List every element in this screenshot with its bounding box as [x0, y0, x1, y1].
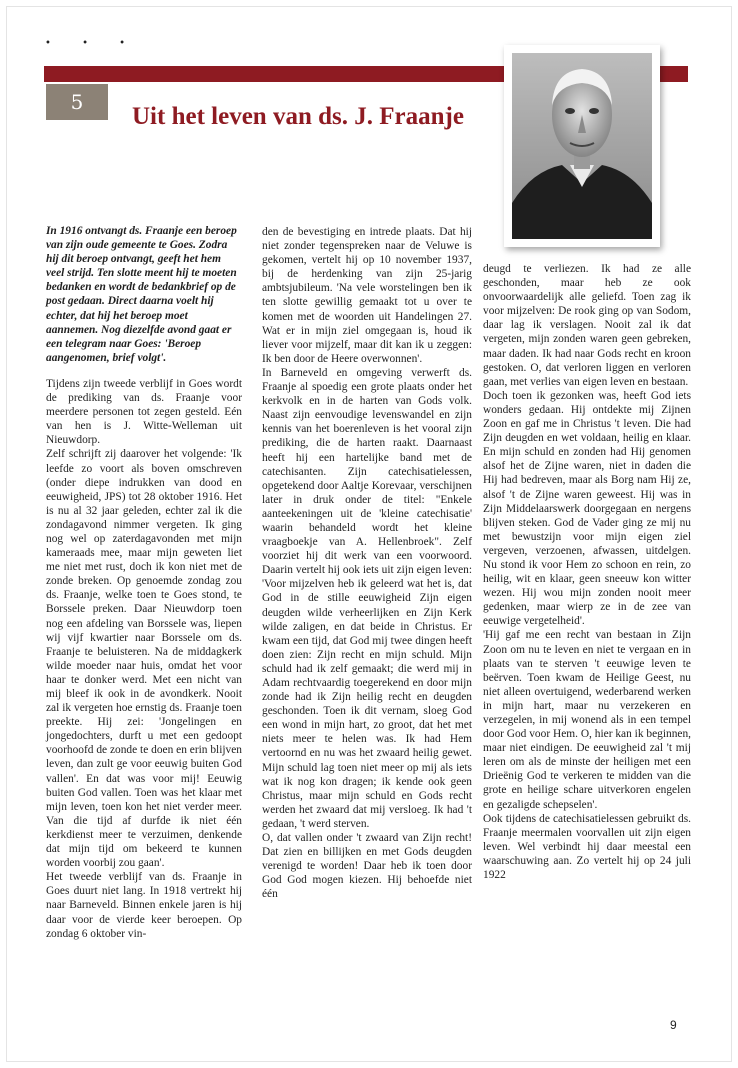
paragraph: Ook tijdens de catechisatielessen gebruikt ds. Fraanje meermalen voorvallen uit zijn eigen leven. Wel verbindt hij daar meestal een waarschuwing aan. Zo vertelt hij op 24 juli 1922	[483, 812, 691, 882]
paragraph: 'Hij gaf me een recht van bestaan in Zijn Zoon om nu te leven en niet te vergaan en in plaats van te sterven 't eeuwige leven te beërven. Toen kwam de Heilige Geest, nu niet alleen overtuigend, wederbarend werken in mijn hart, maar nu verzekeren en verzegelen, in mij wonend als in een tempel door God voor Hem. O, hier kan ik beginnen, maar niet eindigen. De eeuwigheid zal 't mij leren om als de minste der heiligen met een Drieënig God te verkeren te midden van die grote en heilige schare uitverkoren engelen en gezaligde schepselen'.	[483, 629, 691, 811]
paragraph: den de bevestiging en intrede plaats. Dat hij niet zonder tegenspreken naar de Veluwe is gekomen, vertelt hij op 10 november 1937, bij de herdenking van zijn 25-jarig ambtsjubileum. 'Na vele worstelingen ben ik ten slotte gewillig gemaakt tot u over te komen met de woorden uit Handelingen 27. Wat er in mijn ziel omgegaan is, houd ik liever voor mijzelf, maar dit kan ik u zeggen: Ik ben door de Heere overwonnen'.	[262, 226, 472, 365]
paragraph: Doch toen ik gezonken was, heeft God iets wonders gedaan. Hij ontdekte mij Zijnen Zoon en gaf me in Christus 't leven. Die had Zijn deugden en wet voldaan, heilig en klaar. En mijn schuld en zonden had Hij genomen alsof het de Zijne waren, niet in daden die Hij had bedreven, maar als Borg nam Hij ze, alsof 't de Zijne waren geweest. Hij was in Zijn Middelaarswerk doorgegaan en nergens blijven steken. God de Vader ging ze mij nu met bewustzijn voor mijn eigen ziel vergeven, verzoenen, afwassen, uitdelgen. Nu stond ik voor Hem zo schoon en rein, zo heilig, wit en klaar, geen sneeuw kon witter wezen. Hij wou mijn zonden nooit meer gedenken, maar wierp ze in de zee van eeuwige vergetelheid'.	[483, 389, 691, 628]
chapter-number: 5	[46, 84, 108, 120]
intro-text: In 1916 ontvangt ds. Fraanje een beroep van zijn oude gemeente te Goes. Zodra hij dit beroep ontvangt, geeft het hem veel strijd. Ten slotte meent hij te moeten bedanken en wordt de bedankbrief op de post gedaan. Direct daarna voelt hij echter, dat hij het beroep moet aannemen. Nog diezelfde avond gaat er een telegram naar Goes: 'Beroep aangenomen, brief volgt'.	[46, 225, 237, 364]
paragraph: Tijdens zijn tweede verblijf in Goes wordt de prediking van ds. Fraanje voor meerdere personen tot zegen gesteld. Eén van hen is J. Witte-Welleman uit Nieuwdorp.	[46, 377, 242, 447]
paragraph: Het tweede verblijf van ds. Fraanje in Goes duurt niet lang. In 1918 vertrekt hij naar Barneveld. Binnen enkele jaren is hij daar voor de vierde keer beroepen. Op zondag 6 oktober vin-	[46, 871, 242, 940]
column-1	[46, 224, 242, 941]
page-title: Uit het leven van ds. J. Fraanje	[132, 103, 464, 130]
paragraph: Zelf schrijft zij daarover het volgende: 'Ik leefde zo voort als boven omschreven (onder diepe indrukken van dood en eeuwigheid, JPS) tot 28 oktober 1916. Het is nu al 32 jaar geleden, echter zal ik die zondagavond nimmer vergeten. Ik ging nog wel op zaterdagavonden met mijn kameraads mee, maar mijn geweten liet me niet met rust, doch ik kon niet met de zonde breken. Op genoemde zondag zou ds. Fraanje, welke toen te Goes stond, te Borssele preken. Daar Nieuwdorp toen nog een afdeling van Borssele was, liepen wij vijf kwartier naar Borssele om ds. Fraanje te beluisteren. Na de middagkerk wilde moeder naar huis, omdat het voor haar te donker werd. Met een nicht van mij bleef ik ook in de avondkerk. Nooit zal ik vergeten hoe ernstig ds. Fraanje toen preekte. Hij zei: 'Jongelingen en jongedochters, durft u met een gedoopt voorhoofd de zonde te doen en erin blijven leven, dan zult ge voor eeuwig buiten God vallen'. En dat was voor mij! Eeuwig buiten God vallen. Toen was het klaar met mijn leven, toen kon het niet verder meer. Van die tijd af durfde ik niet één kerkdienst meer te verzuimen, denkende dat mijn tijd om bekeerd te kunnen worden voorbij zou gaan'.	[46, 448, 242, 870]
column-3	[483, 262, 691, 882]
paragraph: O, dat vallen onder 't zwaard van Zijn recht! Dat zien en billijken en met Gods deugden verenigd te worden! Daar heb ik toen door God God mogen kiezen. Hij behoefde niet één	[262, 832, 472, 901]
decorative-dots: • • •	[45, 38, 140, 49]
page-number: 9	[670, 1018, 677, 1032]
paragraph: deugd te verliezen. Ik had ze alle geschonden, maar heb ze ook onvoorwaardelijk alle geliefd. Toen zag ik voor mijzelven: De rook ging op van Sodom, daar lag ik verslagen. Nooit zal ik dat vergeten, mijn zonden waren geen gebreken, maar daden. Ik had naar Gods recht en kroon gestoken. O, dat verloren liggen en verloren gaan, met verlies van eigen leven en bestaan.	[483, 263, 691, 388]
paragraph: In Barneveld en omgeving verwerft ds. Fraanje al spoedig een grote plaats onder het kerkvolk en in de harten van Gods volk. Naast zijn eenvoudige levenswandel en zijn kennis van het boerenleven is het vooral zijn prediking, die de harten raakt. Daarnaast heeft hij een hartelijke band met de catechisanten. Zijn catechisatielessen, opgetekend door Aaltje Korevaar, verschijnen later in druk onder de titel: "Enkele aanteekeningen uit de 'kleine catechisatie' waarin behandeld wordt het kleine vraagboekje van A. Hellenbroek". Zelf voorziet hij dit werk van een voorwoord. Daarin vertelt hij ook iets uit zijn eigen leven: 'Voor mijzelven heb ik geleerd wat het is, dat God in de stille eeuwigheid Zijn eigen deugden wilde verheerlijken en Zijn Kerk wilde zaligen, en dat beide in Christus. Er kwam een tijd, dat God mij twee dingen heeft doen zien: Zijn recht en mijn schuld. Mijn schuld had ik zelf gemaakt; die werd mij in Adam rechtvaardig toegerekend en door mijn zonde had ik Zijn heilig recht en deugden geschonden. Toen ik dit vernam, sloeg God een wond in mijn hart, zo groot, dat het met niets meer te helen was. Ik had Hem vertoornd en nu was het zwaard heilig gewet. Mijn schuld lag toen niet meer op mij als iets wat ik nog kon dragen; ik kende ook geen Christus, maar mijn schuld en Gods recht werden het zwaard dat mij versloeg. Ik had 't gedaan, 't werd sterven.	[262, 366, 472, 830]
column-2	[262, 225, 472, 902]
